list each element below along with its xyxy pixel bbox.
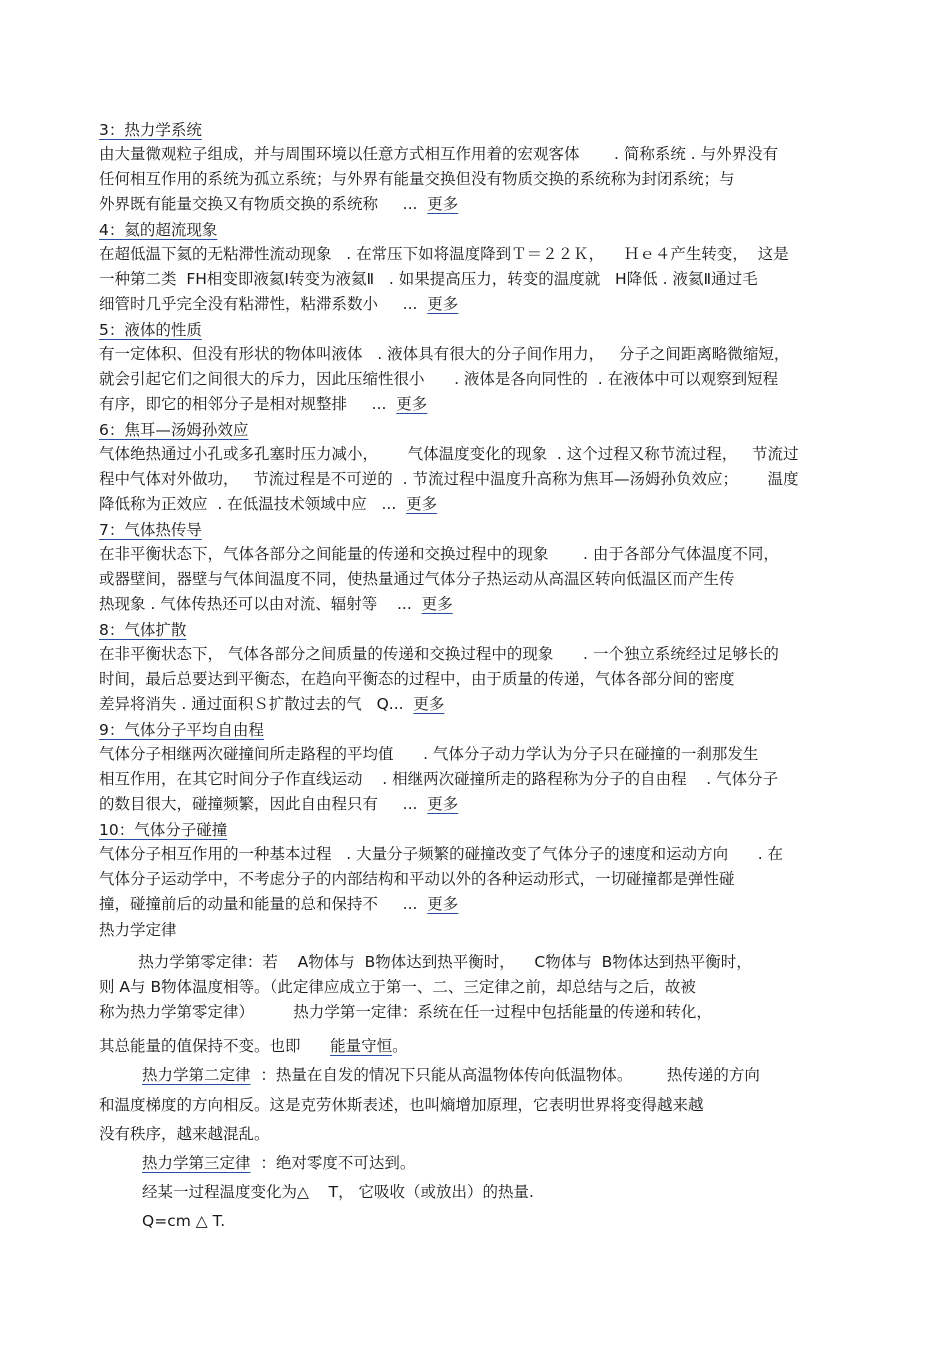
section-heading: 8：气体扩散 bbox=[99, 621, 187, 639]
section-text-line: 差异将消失 . 通过面积Ｓ扩散过去的气 Q... 更多 bbox=[99, 695, 445, 713]
second-law-text: 没有秩序，越来越混乱。 bbox=[99, 1125, 270, 1143]
section-text-line: 由大量微观粒子组成，并与周围环境以任意方式相互作用着的宏观客体 . 简称系统 . 与外界没有 bbox=[99, 145, 779, 163]
section-text-line: 在非平衡状态下，气体各部分之间能量的传递和交换过程中的现象 . 由于各部分气体温度不同， bbox=[99, 545, 779, 563]
first-law-text: 其总能量的值保持不变。也即 能量守恒。 bbox=[99, 1037, 408, 1055]
more-link[interactable]: 更多 bbox=[427, 295, 459, 313]
laws-title: 热力学定律 bbox=[99, 921, 177, 939]
section-heading: 10：气体分子碰撞 bbox=[99, 821, 228, 839]
more-link[interactable]: 更多 bbox=[427, 895, 459, 913]
section-text-line: 在非平衡状态下， 气体各部分之间质量的传递和交换过程中的现象 . 一个独立系统经过足够长的 bbox=[99, 645, 779, 663]
section-heading: 6：焦耳—汤姆孙效应 bbox=[99, 421, 249, 439]
section-text-line: 的数目很大，碰撞频繁，因此自由程只有 ... 更多 bbox=[99, 795, 459, 813]
second-law-link[interactable]: 热力学第二定律 bbox=[142, 1066, 251, 1084]
third-law-link[interactable]: 热力学第三定律 bbox=[142, 1154, 251, 1172]
section-text-line: 撞，碰撞前后的动量和能量的总和保持不 ... 更多 bbox=[99, 895, 459, 913]
section-text-line: 时间，最后总要达到平衡态，在趋向平衡态的过程中，由于质量的传递，气体各部分间的密度 bbox=[99, 670, 735, 688]
section-text-line: 气体分子相互作用的一种基本过程 . 大量分子频繁的碰撞改变了气体分子的速度和运动方向 . 在 bbox=[99, 845, 784, 863]
section-text-line: 相互作用，在其它时间分子作直线运动 . 相继两次碰撞所走的路程称为分子的自由程 . 气体分子 bbox=[99, 770, 779, 788]
second-law-text: 热力学第二定律 ：热量在自发的情况下只能从高温物体传向低温物体。 热传递的方向 bbox=[142, 1066, 760, 1084]
section-heading: 4：氦的超流现象 bbox=[99, 221, 218, 239]
section-text-line: 气体分子相继两次碰撞间所走路程的平均值 . 气体分子动力学认为分子只在碰撞的一刹那发生 bbox=[99, 745, 759, 763]
section-text-line: 外界既有能量交换又有物质交换的系统称 ... 更多 bbox=[99, 195, 459, 213]
section-text-line: 有序，即它的相邻分子是相对规整排 ... 更多 bbox=[99, 395, 428, 413]
heat-formula-text: 经某一过程温度变化为△ T， 它吸收（或放出）的热量. bbox=[142, 1183, 534, 1201]
section-text-line: 气体分子运动学中，不考虑分子的内部结构和平动以外的各种运动形式，一切碰撞都是弹性碰 bbox=[99, 870, 735, 888]
section-text-line: 在超低温下氦的无粘滞性流动现象 . 在常压下如将温度降到Ｔ＝２２Ｋ， Ｈｅ４产生转变， 这是 bbox=[99, 245, 789, 263]
zeroth-law-text: 热力学第零定律：若 A物体与 B物体达到热平衡时， C物体与 B物体达到热平衡时， bbox=[99, 953, 752, 971]
section-heading: 9：气体分子平均自由程 bbox=[99, 721, 264, 739]
energy-conservation-link[interactable]: 能量守恒 bbox=[330, 1037, 393, 1055]
section-text-line: 降低称为正效应 . 在低温技术领域中应 ... 更多 bbox=[99, 495, 438, 513]
section-heading: 3：热力学系统 bbox=[99, 121, 202, 139]
more-link[interactable]: 更多 bbox=[427, 795, 459, 813]
more-link[interactable]: 更多 bbox=[406, 495, 438, 513]
section-heading: 7：气体热传导 bbox=[99, 521, 202, 539]
section-heading: 5：液体的性质 bbox=[99, 321, 202, 339]
zeroth-law-text: 称为热力学第零定律） 热力学第一定律：系统在任一过程中包括能量的传递和转化， bbox=[99, 1003, 712, 1021]
section-text-line: 或器壁间，器壁与气体间温度不同，使热量通过气体分子热运动从高温区转向低温区而产生传 bbox=[99, 570, 735, 588]
heat-formula: Q=cm △ T. bbox=[142, 1212, 226, 1230]
second-law-text: 和温度梯度的方向相反。这是克劳休斯表述，也叫熵增加原理，它表明世界将变得越来越 bbox=[99, 1096, 704, 1114]
section-text-line: 热现象 . 气体传热还可以由对流、辐射等 ... 更多 bbox=[99, 595, 453, 613]
section-text-line: 任何相互作用的系统为孤立系统；与外界有能量交换但没有物质交换的系统称为封闭系统；与 bbox=[99, 170, 735, 188]
section-text-line: 一种第二类 FH相变即液氦Ⅰ转变为液氦Ⅱ . 如果提高压力，转变的温度就 H降低 . 液氦Ⅱ通过毛 bbox=[99, 270, 758, 288]
more-link[interactable]: 更多 bbox=[396, 395, 428, 413]
more-link[interactable]: 更多 bbox=[421, 595, 453, 613]
section-text-line: 细管时几乎完全没有粘滞性，粘滞系数小 ... 更多 bbox=[99, 295, 459, 313]
section-text-line: 程中气体对外做功， 节流过程是不可逆的 . 节流过程中温度升高称为焦耳—汤姆孙负效应； 温度 bbox=[99, 470, 799, 488]
zeroth-law-text: 则 A与 B物体温度相等。（此定律应成立于第一、二、三定律之前，却总结与之后，故被 bbox=[99, 978, 696, 996]
more-link[interactable]: 更多 bbox=[427, 195, 459, 213]
more-link[interactable]: 更多 bbox=[413, 695, 445, 713]
section-text-line: 就会引起它们之间很大的斥力，因此压缩性很小 . 液体是各向同性的 . 在液体中可以观察到短程 bbox=[99, 370, 779, 388]
section-text-line: 有一定体积、但没有形状的物体叫液体 . 液体具有很大的分子间作用力， 分子之间距离略微缩短， bbox=[99, 345, 790, 363]
section-text-line: 气体绝热通过小孔或多孔塞时压力减小， 气体温度变化的现象 . 这个过程又称节流过程， 节流过 bbox=[99, 445, 799, 463]
third-law-text: 热力学第三定律 ：绝对零度不可达到。 bbox=[142, 1154, 416, 1172]
